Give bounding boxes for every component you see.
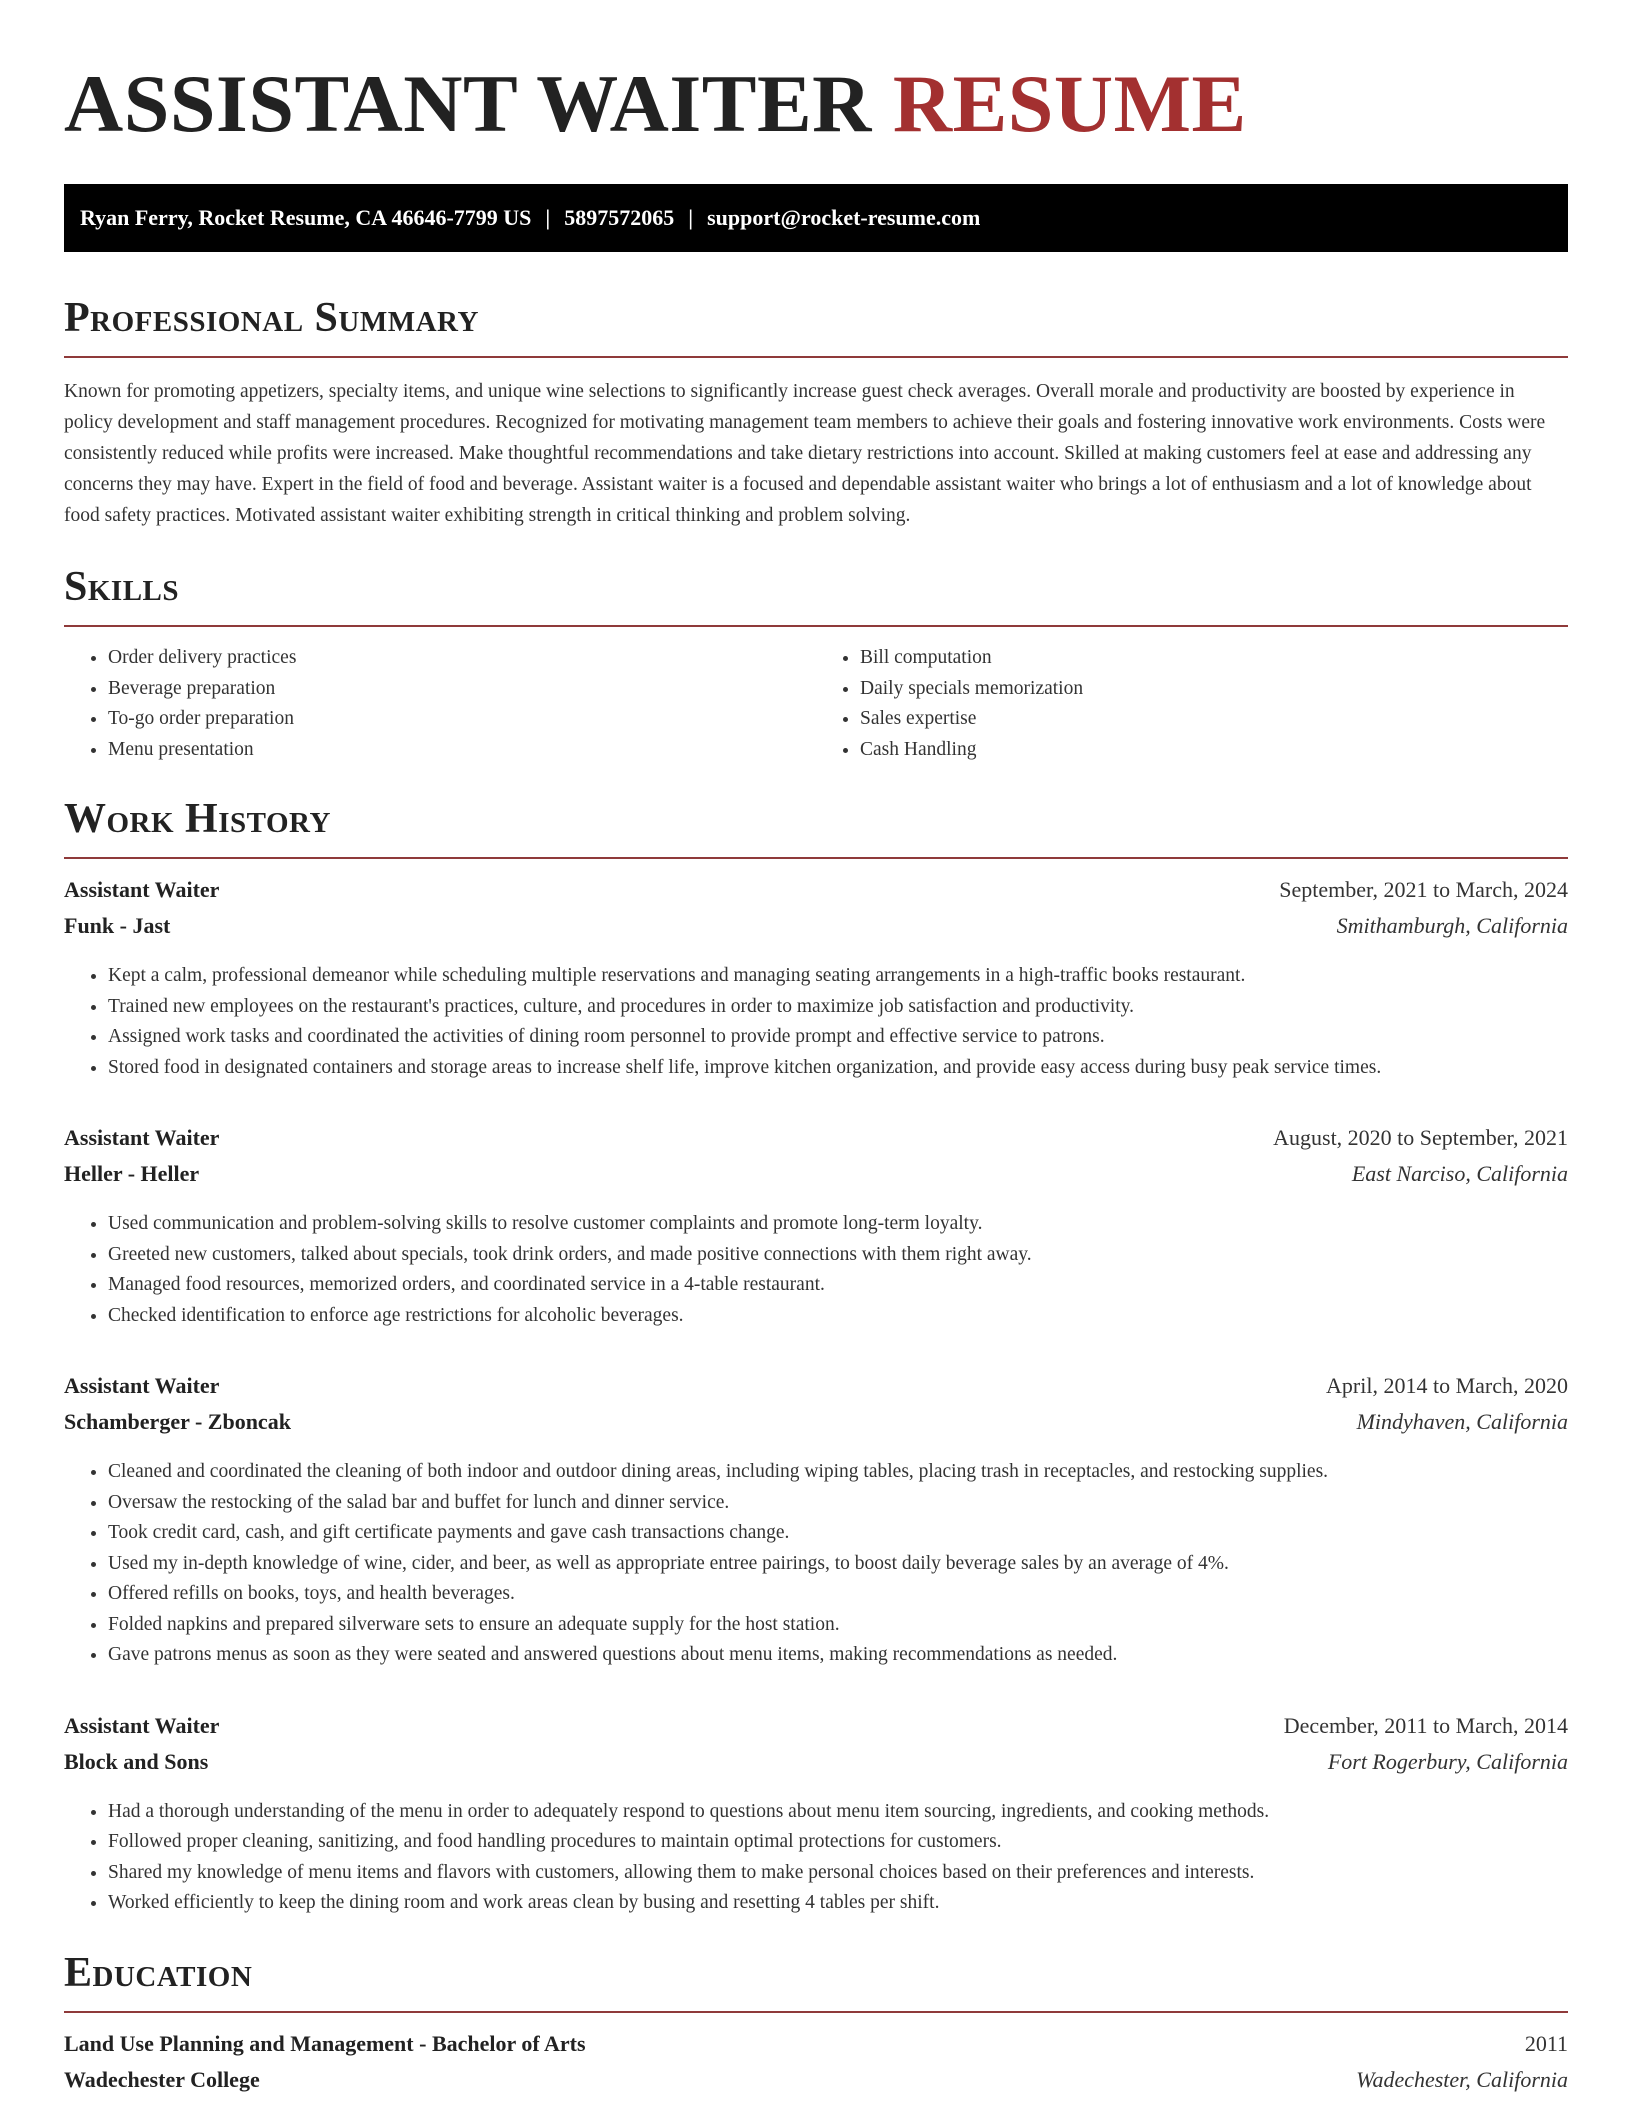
summary-section (64, 294, 1568, 531)
job-bullet: • Cleaned and coordinated the cleaning of both indoor and outdoor dining areas, including wiping tables, placing trash in receptacles, and restocking supplies. (108, 1457, 1568, 1488)
education-heading: Education (64, 1949, 1568, 2013)
skills-heading: Skills (64, 563, 1568, 627)
job-bullets (64, 1797, 1568, 1919)
job-bullet: • Oversaw the restocking of the salad bar and buffet for lunch and dinner service. (108, 1488, 1568, 1519)
job-title: Assistant Waiter (64, 1712, 220, 1738)
job-location: Mindyhaven, California (1356, 1409, 1568, 1434)
job-entry (64, 1713, 1568, 1919)
skill-item: • To-go order preparation (108, 704, 816, 735)
job-entry (64, 877, 1568, 1083)
job-bullet: • Managed food resources, memorized orders, and coordinated service in a 4-table restaurant. (108, 1270, 1568, 1301)
contact-phone: 5897572065 (564, 205, 675, 230)
job-bullets (64, 1457, 1568, 1671)
contact-bar (64, 184, 1568, 252)
job-bullet: • Greeted new customers, talked about specials, took drink orders, and made positive connections with them right away. (108, 1240, 1568, 1271)
job-title: Assistant Waiter (64, 1125, 220, 1150)
job-location: Smithamburgh, California (1336, 913, 1568, 938)
contact-separator: | (688, 205, 694, 230)
job-bullets (64, 961, 1568, 1083)
job-bullet: • Kept a calm, professional demeanor while scheduling multiple reservations and managing seating arrangements in a high-traffic books restaurant. (108, 961, 1568, 992)
job-location: Fort Rogerbury, California (1327, 1748, 1568, 1774)
job-dates: April, 2014 to March, 2020 (1326, 1373, 1568, 1398)
skill-item: • Sales expertise (860, 704, 1568, 735)
work-history-heading: Work History (64, 795, 1568, 859)
contact-separator: | (545, 205, 551, 230)
skill-item: • Beverage preparation (108, 674, 816, 705)
job-bullet: • Had a thorough understanding of the menu in order to adequately respond to questions about menu item sourcing, ingredients, and cooking methods. (108, 1797, 1568, 1828)
resume-title-main: ASSISTANT WAITER (64, 58, 872, 149)
education-year: 2011 (1524, 2030, 1568, 2056)
work-history-section (64, 795, 1568, 1919)
job-dates: September, 2021 to March, 2024 (1279, 877, 1568, 902)
skill-item: • Menu presentation (108, 735, 816, 766)
skill-item: • Order delivery practices (108, 643, 816, 674)
contact-address: Ryan Ferry, Rocket Resume, CA 46646-7799 US (80, 205, 532, 230)
skill-item: • Bill computation (860, 643, 1568, 674)
education-section (64, 1949, 1568, 2103)
job-bullet: • Offered refills on books, toys, and health beverages. (108, 1579, 1568, 1610)
summary-heading: Professional Summary (64, 294, 1568, 358)
skills-column-left (64, 643, 816, 765)
job-bullet: • Used communication and problem-solving skills to resolve customer complaints and promote long-term loyalty. (108, 1209, 1568, 1240)
job-company: Block and Sons (64, 1748, 209, 1774)
skills-column-right (816, 643, 1568, 765)
job-title: Assistant Waiter (64, 877, 220, 902)
job-bullet: • Gave patrons menus as soon as they were seated and answered questions about menu items, making recommendations as needed. (108, 1640, 1568, 1671)
job-company: Heller - Heller (64, 1161, 200, 1186)
job-bullet: • Worked efficiently to keep the dining room and work areas clean by busing and resetting 4 tables per shift. (108, 1888, 1568, 1919)
job-bullet: • Folded napkins and prepared silverware sets to ensure an adequate supply for the host station. (108, 1610, 1568, 1641)
summary-text: Known for promoting appetizers, specialty items, and unique wine selections to significantly increase guest check averages. Overall morale and productivity are boosted by experience in policy development and staff management procedures. Recognized for motivating management team members to achieve their goals and fostering innovative work environments. Costs were consistently reduced while profits were increased. Make thoughtful recommendations and take dietary restrictions into account. Skilled at making customers feel at ease and addressing any concerns they may have. Expert in the field of food and beverage. Assistant waiter is a focused and dependable assistant waiter who brings a lot of enthusiasm and a lot of knowledge about food safety practices. Motivated assistant waiter exhibiting strength in critical thinking and problem solving. (64, 381, 1546, 526)
job-location: East Narciso, California (1351, 1161, 1568, 1186)
job-dates: December, 2011 to March, 2014 (1283, 1712, 1568, 1738)
job-bullet: • Assigned work tasks and coordinated the activities of dining room personnel to provide prompt and effective service to patrons. (108, 1022, 1568, 1053)
job-dates: August, 2020 to September, 2021 (1273, 1125, 1568, 1150)
resume-title (64, 0, 1568, 152)
skills-section (64, 563, 1568, 765)
job-bullet: • Stored food in designated containers and storage areas to increase shelf life, improve kitchen organization, and provide easy access during busy peak service times. (108, 1053, 1568, 1084)
education-school: Wadechester College (64, 2066, 260, 2092)
contact-email: support@rocket-resume.com (707, 205, 981, 230)
job-title: Assistant Waiter (64, 1373, 220, 1398)
skills-grid (64, 643, 1568, 765)
skill-item: • Cash Handling (860, 735, 1568, 766)
job-bullet: • Took credit card, cash, and gift certificate payments and gave cash transactions change. (108, 1518, 1568, 1549)
education-degree: Land Use Planning and Management - Bachelor of Arts (64, 2030, 586, 2056)
job-company: Funk - Jast (64, 913, 171, 938)
skill-item: • Daily specials memorization (860, 674, 1568, 705)
job-bullet: • Used my in-depth knowledge of wine, cider, and beer, as well as appropriate entree pairings, to boost daily beverage sales by an average of 4%. (108, 1549, 1568, 1580)
education-location: Wadechester, California (1356, 2066, 1568, 2092)
job-bullets (64, 1209, 1568, 1331)
job-company: Schamberger - Zboncak (64, 1409, 291, 1434)
job-entry (64, 1125, 1568, 1331)
job-bullet: • Followed proper cleaning, sanitizing, and food handling procedures to maintain optimal protections for customers. (108, 1827, 1568, 1858)
education-entry (64, 2031, 1568, 2103)
job-bullet: • Trained new employees on the restaurant's practices, culture, and procedures in order to maximize job satisfaction and productivity. (108, 992, 1568, 1023)
resume-title-accent: RESUME (892, 58, 1247, 149)
job-bullet: • Checked identification to enforce age restrictions for alcoholic beverages. (108, 1301, 1568, 1332)
job-entry (64, 1373, 1568, 1671)
job-bullet: • Shared my knowledge of menu items and flavors with customers, allowing them to make personal choices based on their preferences and interests. (108, 1858, 1568, 1889)
